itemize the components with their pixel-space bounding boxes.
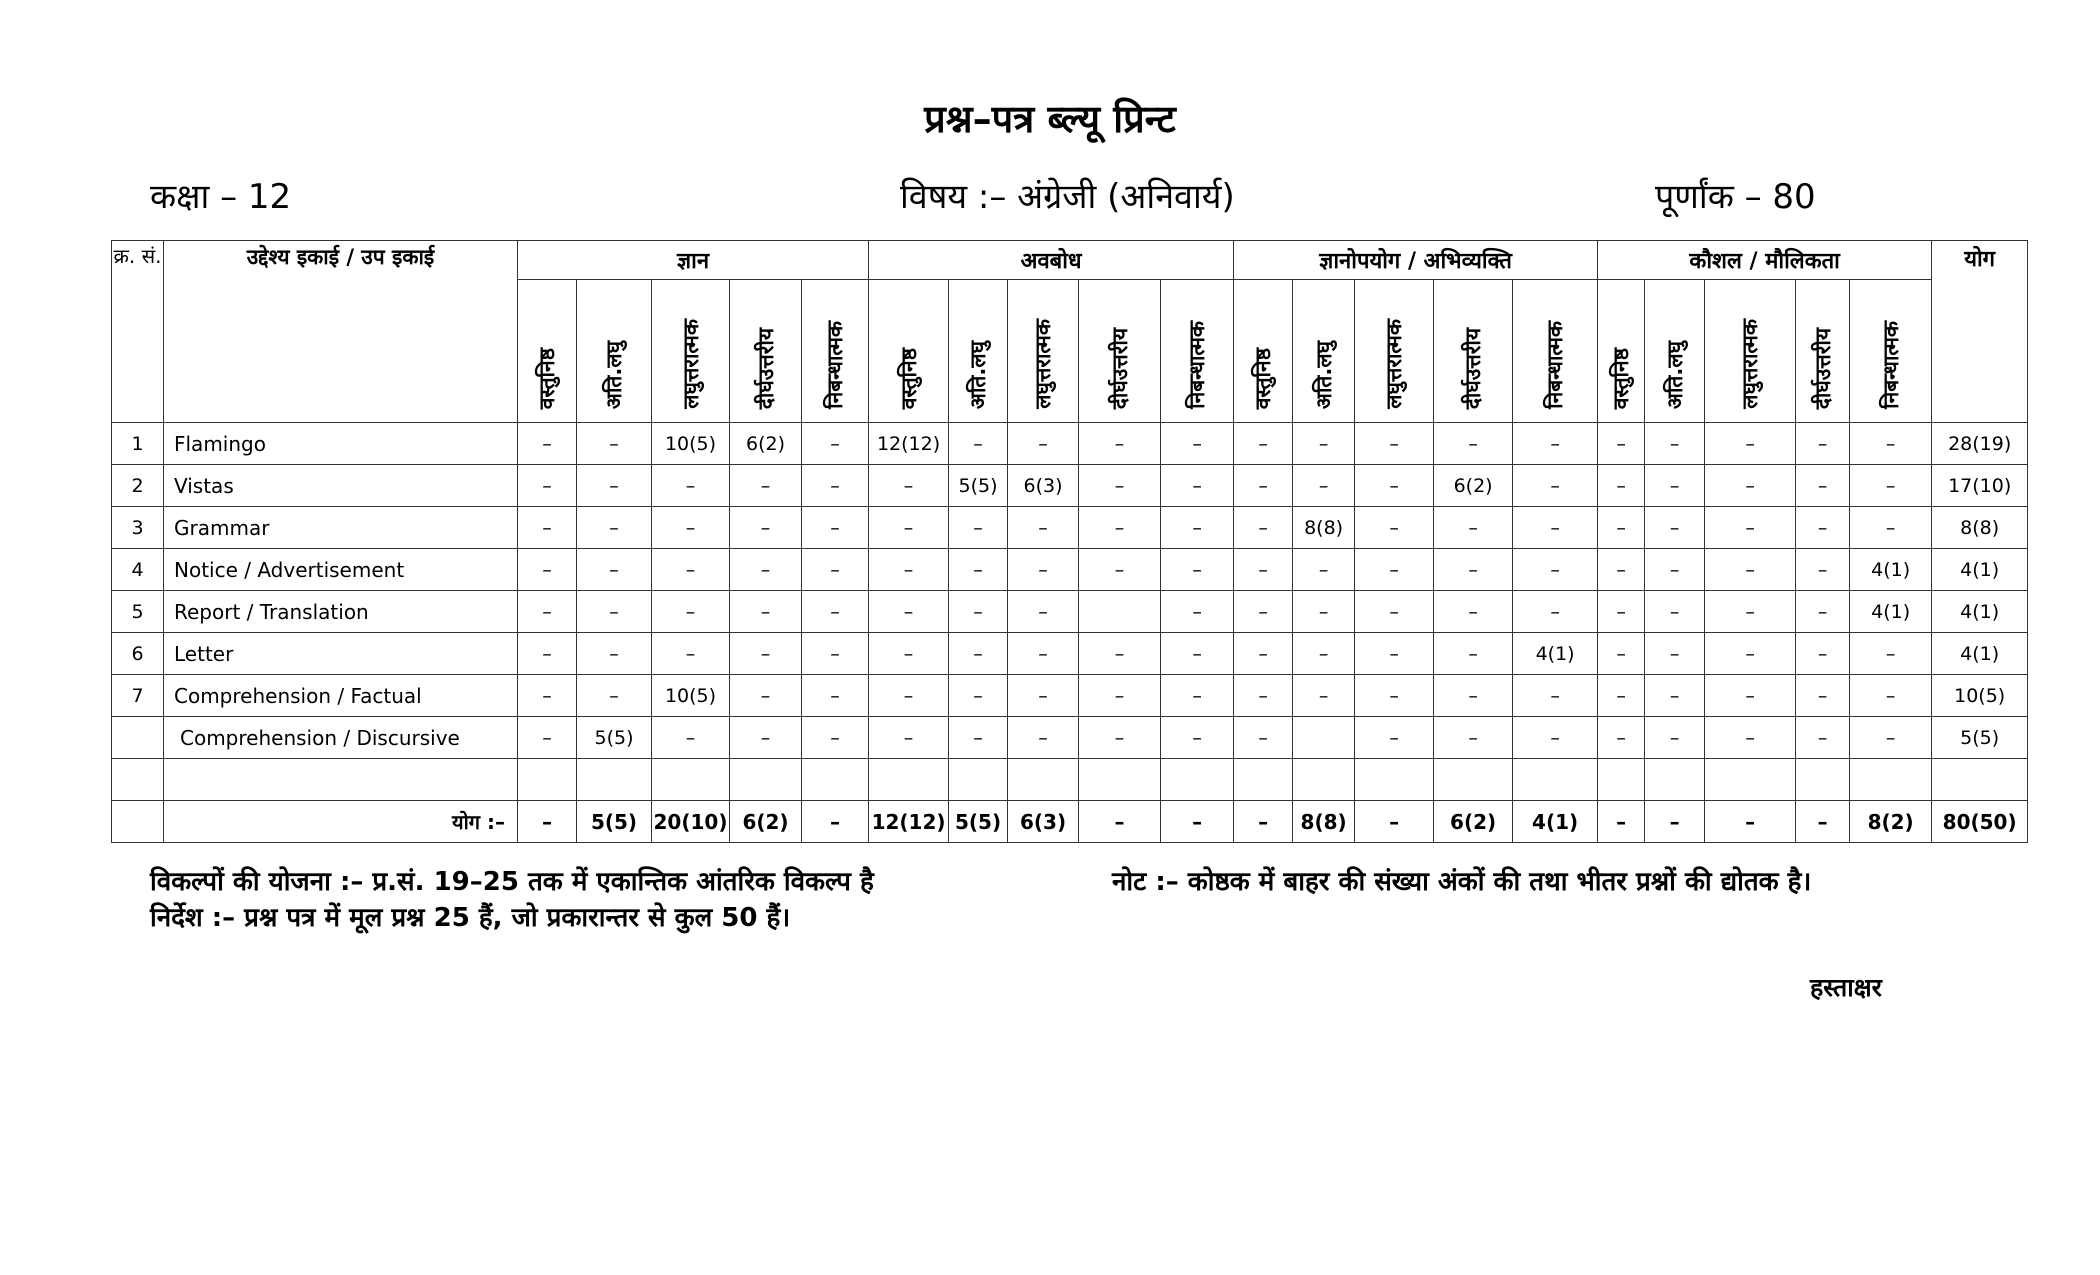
- marks-cell: –: [1850, 507, 1932, 549]
- marks-cell: –: [577, 549, 652, 591]
- marks-cell: –: [1513, 549, 1598, 591]
- full-marks: पूर्णांक – 80: [1655, 177, 1816, 217]
- total-marks-cell: 5(5): [577, 801, 652, 843]
- total-marks-cell: 4(1): [1513, 801, 1598, 843]
- subheader-label: दीर्घउत्तरीय: [753, 327, 778, 409]
- subheader-cell: [1796, 280, 1850, 423]
- marks-cell: –: [730, 591, 802, 633]
- marks-cell: –: [1008, 675, 1079, 717]
- marks-cell: 12(12): [869, 423, 949, 465]
- marks-cell: –: [949, 675, 1008, 717]
- group-header-knowledge: ज्ञान: [518, 241, 869, 280]
- sno-cell: [112, 717, 164, 759]
- marks-cell: –: [1293, 465, 1355, 507]
- marks-cell: –: [1796, 591, 1850, 633]
- marks-cell: –: [652, 591, 730, 633]
- total-marks-cell: –: [1645, 801, 1705, 843]
- total-marks-cell: 20(10): [652, 801, 730, 843]
- subheader-label: अति.लघु: [1311, 340, 1336, 409]
- subheader-label: वस्तुनिष्ठ: [1609, 347, 1634, 409]
- unit-cell: Letter: [164, 633, 518, 675]
- marks-cell: –: [1705, 633, 1796, 675]
- marks-cell: –: [1705, 507, 1796, 549]
- marks-cell: –: [1850, 675, 1932, 717]
- marks-cell: –: [730, 549, 802, 591]
- total-marks-cell: 8(8): [1293, 801, 1355, 843]
- marks-cell: –: [1850, 465, 1932, 507]
- unit-cell: Comprehension / Factual: [164, 675, 518, 717]
- subheader-label: दीर्घउत्तरीय: [1461, 327, 1486, 409]
- marks-cell: –: [1079, 633, 1161, 675]
- total-row: [112, 801, 2028, 843]
- marks-cell: [1796, 759, 1850, 801]
- marks-cell: –: [802, 633, 869, 675]
- marks-cell: –: [1293, 591, 1355, 633]
- marks-cell: [652, 759, 730, 801]
- marks-cell: –: [1598, 675, 1645, 717]
- total-marks-cell: –: [1598, 801, 1645, 843]
- marks-cell: –: [577, 633, 652, 675]
- marks-cell: –: [1705, 717, 1796, 759]
- row-total-cell: 5(5): [1932, 717, 2028, 759]
- marks-cell: –: [869, 549, 949, 591]
- marks-cell: –: [577, 423, 652, 465]
- marks-cell: [1355, 759, 1434, 801]
- subheader-label: लघुत्तरात्मक: [1382, 319, 1407, 409]
- marks-cell: –: [1598, 549, 1645, 591]
- marks-cell: –: [1008, 423, 1079, 465]
- marks-cell: –: [1355, 591, 1434, 633]
- marks-cell: –: [1705, 675, 1796, 717]
- marks-cell: –: [1598, 507, 1645, 549]
- unit-cell: Flamingo: [164, 423, 518, 465]
- subheader-cell: [949, 280, 1008, 423]
- marks-cell: –: [1796, 423, 1850, 465]
- marks-cell: [1434, 759, 1513, 801]
- unit-cell: Grammar: [164, 507, 518, 549]
- marks-cell: –: [652, 633, 730, 675]
- marks-cell: [518, 759, 577, 801]
- marks-cell: –: [1161, 549, 1234, 591]
- unit-header: उद्देश्य इकाई / उप इकाई: [164, 241, 518, 423]
- unit-cell: [164, 759, 518, 801]
- marks-cell: –: [518, 465, 577, 507]
- marks-cell: –: [1598, 717, 1645, 759]
- subheader-cell: [1434, 280, 1513, 423]
- subheader-cell: [1513, 280, 1598, 423]
- marks-cell: –: [1161, 423, 1234, 465]
- blueprint-table: [111, 240, 2028, 843]
- marks-cell: –: [1513, 675, 1598, 717]
- marks-cell: –: [1355, 633, 1434, 675]
- marks-cell: –: [652, 507, 730, 549]
- marks-cell: –: [1434, 507, 1513, 549]
- marks-cell: –: [1705, 549, 1796, 591]
- subheader-label: निबन्धात्मक: [823, 321, 848, 409]
- marks-cell: –: [1161, 675, 1234, 717]
- table-row: [112, 423, 2028, 465]
- marks-cell: –: [1161, 717, 1234, 759]
- unit-cell: Report / Translation: [164, 591, 518, 633]
- marks-cell: –: [1513, 465, 1598, 507]
- marks-cell: –: [949, 423, 1008, 465]
- subheader-label: निबन्धात्मक: [1543, 321, 1568, 409]
- subheader-label: अति.लघु: [602, 340, 626, 409]
- marks-cell: –: [730, 507, 802, 549]
- marks-cell: 10(5): [652, 423, 730, 465]
- marks-cell: –: [1355, 423, 1434, 465]
- marks-cell: –: [1645, 549, 1705, 591]
- row-total-cell: 4(1): [1932, 591, 2028, 633]
- marks-cell: –: [1796, 675, 1850, 717]
- marks-cell: [1705, 759, 1796, 801]
- subheader-cell: [577, 280, 652, 423]
- marks-cell: –: [802, 675, 869, 717]
- marks-cell: –: [869, 675, 949, 717]
- table-row: [112, 591, 2028, 633]
- sno-cell: 1: [112, 423, 164, 465]
- marks-cell: –: [518, 549, 577, 591]
- marks-cell: –: [1234, 465, 1293, 507]
- total-marks-cell: –: [802, 801, 869, 843]
- marks-cell: –: [1850, 423, 1932, 465]
- subheader-label: निबन्धात्मक: [1185, 321, 1210, 409]
- sno-cell: 6: [112, 633, 164, 675]
- marks-cell: 5(5): [949, 465, 1008, 507]
- marks-cell: –: [577, 591, 652, 633]
- total-marks-cell: 6(3): [1008, 801, 1079, 843]
- marks-cell: –: [1513, 717, 1598, 759]
- marks-cell: –: [1079, 549, 1161, 591]
- marks-cell: [1513, 759, 1598, 801]
- marks-cell: –: [1234, 591, 1293, 633]
- marks-cell: –: [518, 423, 577, 465]
- marks-cell: –: [1079, 717, 1161, 759]
- marks-cell: –: [1796, 507, 1850, 549]
- marks-cell: 8(8): [1293, 507, 1355, 549]
- marks-cell: 6(2): [1434, 465, 1513, 507]
- marks-cell: –: [730, 465, 802, 507]
- table-row: [112, 549, 2028, 591]
- marks-cell: –: [1293, 675, 1355, 717]
- marks-cell: –: [949, 507, 1008, 549]
- marks-cell: –: [1645, 507, 1705, 549]
- marks-cell: –: [1234, 675, 1293, 717]
- subheader-cell: [1645, 280, 1705, 423]
- marks-cell: –: [1161, 633, 1234, 675]
- marks-cell: –: [1234, 717, 1293, 759]
- total-sno-cell: [112, 801, 164, 843]
- marks-cell: 4(1): [1513, 633, 1598, 675]
- marks-cell: –: [1513, 591, 1598, 633]
- subheader-label: निबन्धात्मक: [1878, 321, 1903, 409]
- subheader-cell: [1355, 280, 1434, 423]
- marks-cell: 6(3): [1008, 465, 1079, 507]
- subheader-label: दीर्घउत्तरीय: [1810, 327, 1835, 409]
- marks-cell: –: [1161, 465, 1234, 507]
- marks-cell: –: [1434, 717, 1513, 759]
- marks-cell: –: [1645, 591, 1705, 633]
- marks-cell: [1079, 759, 1161, 801]
- sno-cell: 3: [112, 507, 164, 549]
- subheader-cell: [1008, 280, 1079, 423]
- marks-cell: 6(2): [730, 423, 802, 465]
- marks-cell: –: [1796, 717, 1850, 759]
- marks-cell: –: [518, 591, 577, 633]
- marks-cell: –: [1234, 633, 1293, 675]
- marks-cell: –: [1513, 507, 1598, 549]
- subheader-label: वस्तुनिष्ठ: [535, 347, 559, 409]
- subheader-cell: [518, 280, 577, 423]
- total-marks-cell: 12(12): [869, 801, 949, 843]
- marks-cell: 4(1): [1850, 549, 1932, 591]
- marks-cell: –: [1645, 633, 1705, 675]
- row-total-cell: 10(5): [1932, 675, 2028, 717]
- marks-cell: –: [1079, 507, 1161, 549]
- marks-cell: –: [577, 675, 652, 717]
- marks-cell: [1161, 759, 1234, 801]
- marks-cell: –: [730, 633, 802, 675]
- marks-cell: –: [1598, 465, 1645, 507]
- marks-cell: –: [1234, 507, 1293, 549]
- marks-cell: –: [1434, 549, 1513, 591]
- sno-cell: 2: [112, 465, 164, 507]
- marks-cell: –: [1079, 465, 1161, 507]
- subheader-cell: [1293, 280, 1355, 423]
- marks-cell: –: [1008, 633, 1079, 675]
- subheader-cell: [1161, 280, 1234, 423]
- marks-cell: –: [1513, 423, 1598, 465]
- row-total-cell: 4(1): [1932, 549, 2028, 591]
- marks-cell: –: [1796, 465, 1850, 507]
- subheader-cell: [1598, 280, 1645, 423]
- total-marks-cell: –: [518, 801, 577, 843]
- group-header-understanding: अवबोध: [869, 241, 1234, 280]
- marks-cell: –: [1796, 549, 1850, 591]
- marks-cell: [1645, 759, 1705, 801]
- marks-cell: –: [802, 423, 869, 465]
- marks-cell: –: [1355, 717, 1434, 759]
- page-title: प्रश्न–पत्र ब्ल्यू प्रिन्ट: [924, 97, 1176, 141]
- row-total-cell: 8(8): [1932, 507, 2028, 549]
- subheader-cell: [802, 280, 869, 423]
- marks-cell: [1293, 759, 1355, 801]
- marks-cell: –: [1645, 465, 1705, 507]
- marks-cell: –: [730, 717, 802, 759]
- sno-header: क्र. सं.: [112, 241, 164, 423]
- signature: हस्ताक्षर: [1810, 973, 1882, 1002]
- marks-cell: [1598, 759, 1645, 801]
- marks-cell: [730, 759, 802, 801]
- marks-cell: –: [1434, 591, 1513, 633]
- total-marks-cell: 5(5): [949, 801, 1008, 843]
- options-scheme: विकल्पों की योजना :– प्र.सं. 19–25 तक में एकान्तिक आंतरिक विकल्प है: [150, 867, 874, 897]
- marks-cell: –: [1796, 633, 1850, 675]
- marks-cell: –: [518, 675, 577, 717]
- total-marks-cell: –: [1355, 801, 1434, 843]
- unit-cell: Comprehension / Discursive: [164, 717, 518, 759]
- subheader-cell: [1079, 280, 1161, 423]
- subheader-cell: [869, 280, 949, 423]
- marks-cell: –: [949, 549, 1008, 591]
- marks-cell: –: [949, 591, 1008, 633]
- marks-cell: –: [1008, 549, 1079, 591]
- subheader-label: वस्तुनिष्ठ: [1251, 347, 1276, 409]
- marks-cell: –: [1293, 633, 1355, 675]
- marks-cell: –: [1434, 675, 1513, 717]
- subheader-label: अति.लघु: [966, 340, 991, 409]
- marks-cell: –: [1705, 465, 1796, 507]
- marks-cell: –: [949, 633, 1008, 675]
- marks-cell: 5(5): [577, 717, 652, 759]
- subheader-cell: [652, 280, 730, 423]
- class-info: कक्षा – 12: [150, 177, 292, 217]
- subheader-cell: [1705, 280, 1796, 423]
- marks-cell: –: [1434, 423, 1513, 465]
- sno-cell: 5: [112, 591, 164, 633]
- marks-cell: –: [577, 507, 652, 549]
- marks-cell: –: [949, 717, 1008, 759]
- subheader-label: अति.लघु: [1662, 340, 1687, 409]
- total-marks-cell: –: [1161, 801, 1234, 843]
- total-marks-cell: 6(2): [1434, 801, 1513, 843]
- marks-cell: –: [869, 591, 949, 633]
- marks-cell: –: [1850, 717, 1932, 759]
- marks-cell: [1079, 591, 1161, 633]
- marks-cell: –: [1598, 633, 1645, 675]
- marks-cell: –: [1598, 591, 1645, 633]
- marks-cell: –: [1293, 549, 1355, 591]
- total-marks-cell: 8(2): [1850, 801, 1932, 843]
- table-row: [112, 717, 2028, 759]
- total-header: योग: [1932, 241, 2028, 423]
- total-marks-cell: –: [1234, 801, 1293, 843]
- marks-cell: –: [577, 465, 652, 507]
- marks-cell: –: [1008, 717, 1079, 759]
- subheader-label: वस्तुनिष्ठ: [896, 347, 921, 409]
- total-marks-cell: –: [1079, 801, 1161, 843]
- marks-cell: –: [1008, 507, 1079, 549]
- marks-cell: [1008, 759, 1079, 801]
- marks-cell: –: [1293, 423, 1355, 465]
- marks-cell: –: [1645, 717, 1705, 759]
- subheader-label: दीर्घउत्तरीय: [1107, 327, 1132, 409]
- marks-cell: 4(1): [1850, 591, 1932, 633]
- marks-cell: –: [1234, 423, 1293, 465]
- marks-cell: –: [1234, 549, 1293, 591]
- marks-cell: –: [1079, 675, 1161, 717]
- marks-cell: [1234, 759, 1293, 801]
- marks-cell: –: [802, 507, 869, 549]
- subheader-label: लघुत्तरात्मक: [1031, 319, 1056, 409]
- unit-cell: Notice / Advertisement: [164, 549, 518, 591]
- total-marks-cell: –: [1705, 801, 1796, 843]
- marks-cell: [869, 759, 949, 801]
- marks-cell: [1293, 717, 1355, 759]
- marks-cell: –: [802, 465, 869, 507]
- marks-cell: –: [1705, 591, 1796, 633]
- marks-cell: –: [1645, 675, 1705, 717]
- marks-cell: –: [1434, 633, 1513, 675]
- group-header-application: ज्ञानोपयोग / अभिव्यक्ति: [1234, 241, 1598, 280]
- subheader-cell: [730, 280, 802, 423]
- marks-cell: –: [802, 591, 869, 633]
- sno-cell: 4: [112, 549, 164, 591]
- unit-cell: Vistas: [164, 465, 518, 507]
- table-row: [112, 465, 2028, 507]
- marks-cell: –: [1355, 675, 1434, 717]
- marks-cell: 10(5): [652, 675, 730, 717]
- marks-cell: –: [1850, 633, 1932, 675]
- marks-cell: –: [869, 633, 949, 675]
- marks-cell: –: [1008, 591, 1079, 633]
- marks-cell: –: [1079, 423, 1161, 465]
- total-label: योग :–: [164, 801, 518, 843]
- subject-info: विषय :– अंग्रेजी (अनिवार्य): [900, 177, 1235, 217]
- table-row: [112, 507, 2028, 549]
- marks-cell: –: [652, 549, 730, 591]
- row-total-cell: 4(1): [1932, 633, 2028, 675]
- row-total-cell: [1932, 759, 2028, 801]
- marks-cell: –: [869, 465, 949, 507]
- marks-cell: [577, 759, 652, 801]
- group-header-skill: कौशल / मौलिकता: [1598, 241, 1932, 280]
- marks-cell: –: [869, 717, 949, 759]
- grand-total-cell: 80(50): [1932, 801, 2028, 843]
- marks-cell: –: [1161, 591, 1234, 633]
- marks-cell: –: [518, 633, 577, 675]
- marks-cell: –: [518, 507, 577, 549]
- marks-cell: –: [1355, 465, 1434, 507]
- subheader-cell: [1850, 280, 1932, 423]
- subheader-label: लघुत्तरात्मक: [1738, 319, 1763, 409]
- sno-cell: 7: [112, 675, 164, 717]
- marks-cell: –: [1598, 423, 1645, 465]
- marks-cell: –: [1355, 549, 1434, 591]
- row-total-cell: 17(10): [1932, 465, 2028, 507]
- marks-cell: –: [869, 507, 949, 549]
- marks-cell: –: [652, 465, 730, 507]
- total-marks-cell: 6(2): [730, 801, 802, 843]
- subheader-cell: [1234, 280, 1293, 423]
- marks-cell: [1850, 759, 1932, 801]
- table-row: [112, 633, 2028, 675]
- marks-cell: –: [1705, 423, 1796, 465]
- marks-cell: –: [802, 549, 869, 591]
- marks-cell: [802, 759, 869, 801]
- marks-cell: –: [1161, 507, 1234, 549]
- subheader-label: लघुत्तरात्मक: [678, 319, 703, 409]
- marks-cell: –: [1645, 423, 1705, 465]
- marks-cell: –: [518, 717, 577, 759]
- marks-cell: –: [1355, 507, 1434, 549]
- note: नोट :– कोष्ठक में बाहर की संख्या अंकों की तथा भीतर प्रश्नों की द्योतक है।: [1112, 867, 1812, 897]
- instruction: निर्देश :– प्रश्न पत्र में मूल प्रश्न 25 हैं, जो प्रकारान्तर से कुल 50 हैं।: [150, 903, 791, 933]
- sno-cell: [112, 759, 164, 801]
- table-row: [112, 759, 2028, 801]
- table-row: [112, 675, 2028, 717]
- marks-cell: –: [802, 717, 869, 759]
- row-total-cell: 28(19): [1932, 423, 2028, 465]
- marks-cell: –: [652, 717, 730, 759]
- marks-cell: –: [730, 675, 802, 717]
- marks-cell: [949, 759, 1008, 801]
- total-marks-cell: –: [1796, 801, 1850, 843]
